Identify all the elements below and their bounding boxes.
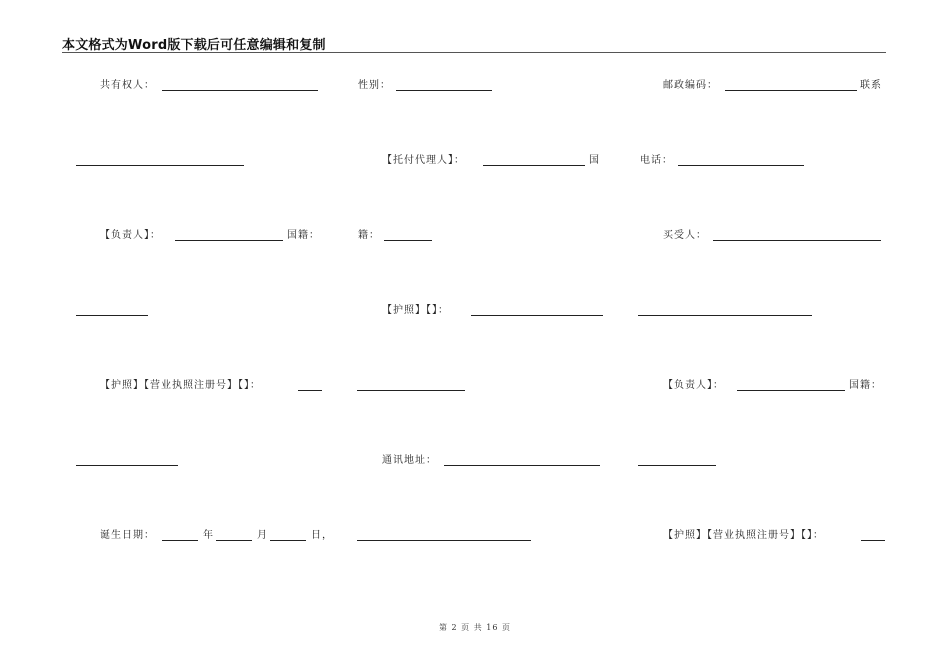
nationality-label-2: 国籍： [849,380,882,391]
gender-blank[interactable] [396,90,492,91]
nationality-blank-1[interactable] [384,240,432,241]
passport-license-label-1: 【护照】【营业执照注册号】【】： [100,380,261,391]
responsible-blank-2[interactable] [737,390,845,391]
postal-code-blank[interactable] [725,90,857,91]
document-header [62,34,886,53]
year-label: 年 [203,530,214,541]
phone-blank[interactable] [678,165,804,166]
passport-license-blank-1b[interactable] [357,390,465,391]
address-label: 通讯地址： [382,455,437,466]
contact-prefix-label: 联系 [860,80,882,91]
day-label: 日， [311,530,333,541]
agent-blank[interactable] [483,165,585,166]
page-number: 第 2 页 共 16 页 [439,623,511,632]
ji-label: 籍： [358,230,380,241]
birth-date-label: 诞生日期： [100,530,155,541]
address-blank-b[interactable] [638,465,716,466]
agent-label: 【托付代理人】： [382,155,465,166]
passport-label-1: 【护照】【】： [382,305,449,316]
responsible-label-1: 【负责人】： [100,230,161,241]
buyer-continuation-blank[interactable] [76,315,148,316]
passport-license-blank-1[interactable] [298,390,322,391]
responsible-label-2: 【负责人】： [663,380,724,391]
birth-month-blank[interactable] [216,540,252,541]
buyer-blank[interactable] [713,240,881,241]
birth-date-blank-b[interactable] [357,540,531,541]
nationality-blank-2[interactable] [76,465,178,466]
responsible-blank-1[interactable] [175,240,283,241]
postal-code-label: 邮政编码： [663,80,718,91]
passport-blank-1[interactable] [471,315,603,316]
address-blank[interactable] [444,465,600,466]
birth-year-blank[interactable] [162,540,198,541]
header-title: 本文格式为Word版下载后可任意编辑和复制 [62,38,326,53]
nation-prefix-label: 国 [589,155,600,166]
passport-blank-1b[interactable] [638,315,812,316]
phone-label: 电话： [640,155,673,166]
co-owner-blank[interactable] [162,90,318,91]
buyer-label: 买受人： [663,230,707,241]
contact-blank[interactable] [76,165,244,166]
gender-label: 性别： [358,80,391,91]
co-owner-label: 共有权人： [100,80,155,91]
passport-license-blank-2[interactable] [861,540,885,541]
nationality-label-1: 国籍： [287,230,320,241]
passport-license-label-2: 【护照】【营业执照注册号】【】： [663,530,824,541]
birth-day-blank[interactable] [270,540,306,541]
month-label: 月 [257,530,268,541]
